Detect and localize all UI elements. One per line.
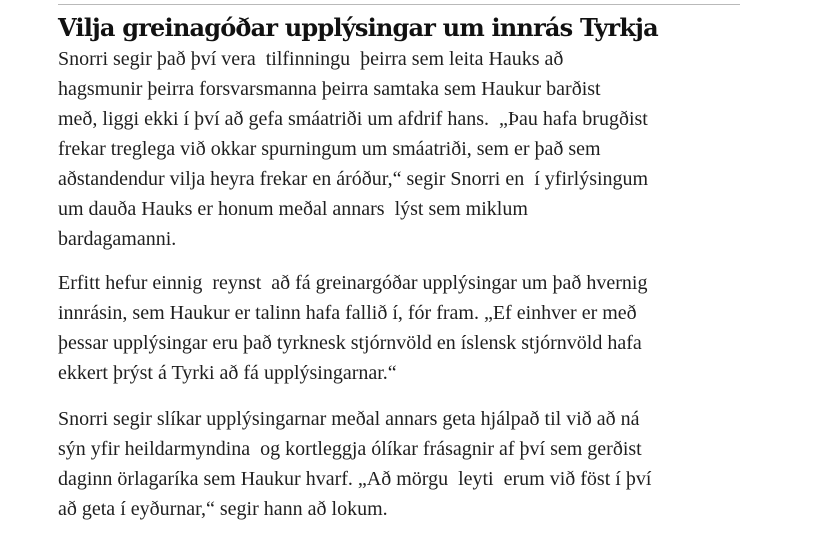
paragraph-line: innrásin, sem Haukur er talinn hafa fallið í, fór fram. „Ef einhver er með — [58, 302, 637, 324]
paragraph-line: Erfitt hefur einnig reynst að fá greinargóðar upplýsingar um það hvernig — [58, 272, 648, 294]
paragraph-line: með, liggi ekki í því að gefa smáatriði um afdrif hans. „Þau hafa brugðist — [58, 108, 648, 130]
paragraph-line: Snorri segir það því vera tilfinningu þeirra sem leita Hauks að — [58, 48, 564, 70]
article-paragraph-3 — [58, 404, 651, 524]
top-divider — [58, 4, 740, 5]
article-headline: Vilja greinagóðar upplýsingar um innrás Tyrkja — [58, 13, 658, 42]
article-paragraph-1 — [58, 44, 648, 254]
paragraph-line: bardagamanni. — [58, 228, 177, 250]
paragraph-line: að geta í eyðurnar,“ segir hann að lokum. — [58, 498, 388, 520]
paragraph-line: sýn yfir heildarmyndina og kortleggja ólíkar frásagnir af því sem gerðist — [58, 438, 642, 460]
paragraph-line: aðstandendur vilja heyra frekar en áróður,“ segir Snorri en í yfirlýsingum — [58, 168, 649, 190]
article-paragraph-2 — [58, 268, 647, 388]
paragraph-line: þessar upplýsingar eru það tyrknesk stjórnvöld en íslensk stjórnvöld hafa — [58, 332, 642, 354]
paragraph-line: Snorri segir slíkar upplýsingarnar meðal annars geta hjálpað til við að ná — [58, 408, 640, 430]
paragraph-line: um dauða Hauks er honum meðal annars lýst sem miklum — [58, 198, 528, 220]
paragraph-line: hagsmunir þeirra forsvarsmanna þeirra samtaka sem Haukur barðist — [58, 78, 601, 100]
paragraph-line: frekar treglega við okkar spurningum um smáatriði, sem er það sem — [58, 138, 601, 160]
paragraph-line: ekkert þrýst á Tyrki að fá upplýsingarnar.“ — [58, 362, 397, 384]
paragraph-line: daginn örlagaríka sem Haukur hvarf. „Að mörgu leyti erum við föst í því — [58, 468, 652, 490]
